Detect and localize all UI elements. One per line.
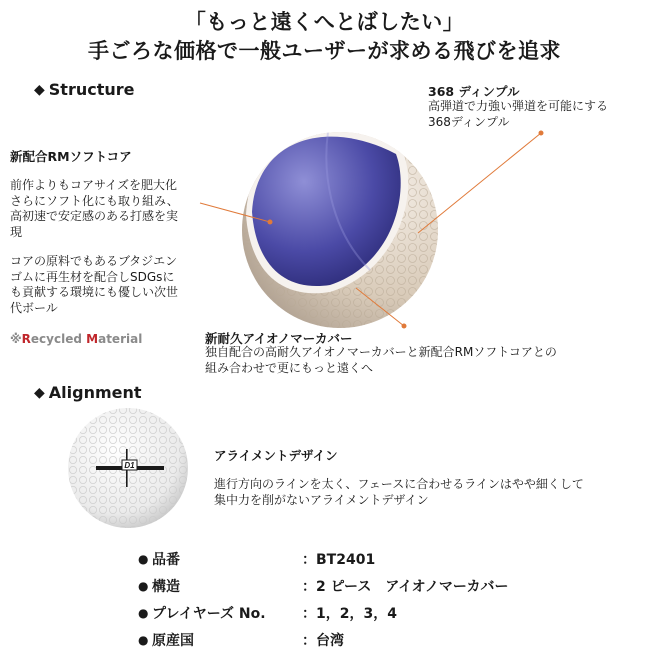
dimple-line: 368ディンプル: [428, 114, 510, 129]
recycled-ecycled: ecycled: [30, 332, 87, 346]
recycled-aterial: aterial: [98, 332, 143, 346]
headline-line-2: 手ごろな価格で一般ユーザーが求める飛びを追求: [88, 39, 561, 63]
bullet-icon: ●: [138, 551, 149, 566]
core-p2-line: コアの原料でもあるブタジエン: [10, 254, 178, 268]
core-title: 新配合RMソフトコア: [10, 149, 132, 164]
bullet-icon: ●: [138, 578, 149, 593]
cover-description: [205, 345, 635, 376]
dimple-leader-line: [418, 133, 541, 233]
core-p1-line: 高初速で安定感のある打感を実: [10, 209, 179, 223]
spec-key: 品番: [152, 551, 180, 568]
recycled-r: R: [21, 332, 31, 346]
bullet-icon: ●: [138, 605, 149, 620]
spec-value: ：1，2，3，4: [302, 605, 397, 622]
core-p2-line: も貢献する環境にも優しい次世: [10, 285, 179, 299]
core-p2-line: ゴムに再生材を配合しSDGsに: [10, 269, 175, 284]
spec-key: プレイヤーズ No.: [152, 605, 266, 622]
alignment-logo-text: D1: [124, 461, 135, 470]
dimple-leader-dot: [539, 131, 544, 136]
spec-value: ：2 ピース アイオノマーカバー: [302, 578, 509, 595]
alignment-heading: [34, 383, 142, 402]
core-p1-line: 前作よりもコアサイズを肥大化: [10, 178, 178, 192]
dimple-title: 368 ディンプル: [428, 84, 520, 99]
cover-leader-dot: [402, 324, 407, 329]
recycled-prefix: ※: [10, 332, 22, 346]
headline-line-1: 「もっと遠くへとばしたい」: [184, 10, 465, 34]
diamond-icon: ◆: [34, 384, 45, 401]
recycled-m: M: [86, 332, 99, 346]
spec-row: [138, 626, 509, 653]
spec-row: [138, 599, 509, 626]
spec-key: 原産国: [152, 632, 194, 649]
alignment-heading-text: Alignment: [48, 383, 142, 402]
structure-heading-text: Structure: [48, 80, 135, 99]
spec-key: 構造: [152, 578, 180, 595]
spec-row: [138, 572, 509, 599]
cover-title: 新耐久アイオノマーカバー: [205, 331, 353, 346]
diamond-icon: ◆: [34, 81, 45, 98]
core-paragraph-2: [10, 254, 210, 316]
alignment-line: 進行方向のラインを太く、フェースに合わせるラインはやや細くして: [214, 477, 584, 491]
alignment-title: アライメントデザイン: [214, 448, 338, 463]
alignment-ball: [58, 405, 198, 535]
dimple-line: 高弾道で力強い弾道を可能にする: [428, 99, 609, 113]
alignment-description: [214, 477, 634, 508]
cover-line: 組み合わせで更にもっと遠くへ: [205, 360, 374, 375]
core-leader-dot: [268, 220, 273, 225]
cover-line: 独自配合の高耐久アイオノマーカバーと新配合RMソフトコアとの: [205, 345, 557, 359]
recycled-material-note: [10, 332, 142, 346]
core-p1-line: さらにソフト化にも取り組み、: [10, 193, 179, 208]
bullet-icon: ●: [138, 632, 149, 647]
spec-list: [138, 545, 509, 653]
core-p1-line: 現: [10, 224, 23, 239]
dimple-description: [428, 99, 638, 130]
core-p2-line: 代ボール: [10, 300, 58, 315]
spec-value: ：BT2401: [302, 551, 376, 568]
spec-row: [138, 545, 509, 572]
alignment-line: 集中力を削がないアライメントデザイン: [214, 492, 429, 507]
spec-value: ：台湾: [302, 632, 344, 649]
core-paragraph-1: [10, 178, 210, 240]
